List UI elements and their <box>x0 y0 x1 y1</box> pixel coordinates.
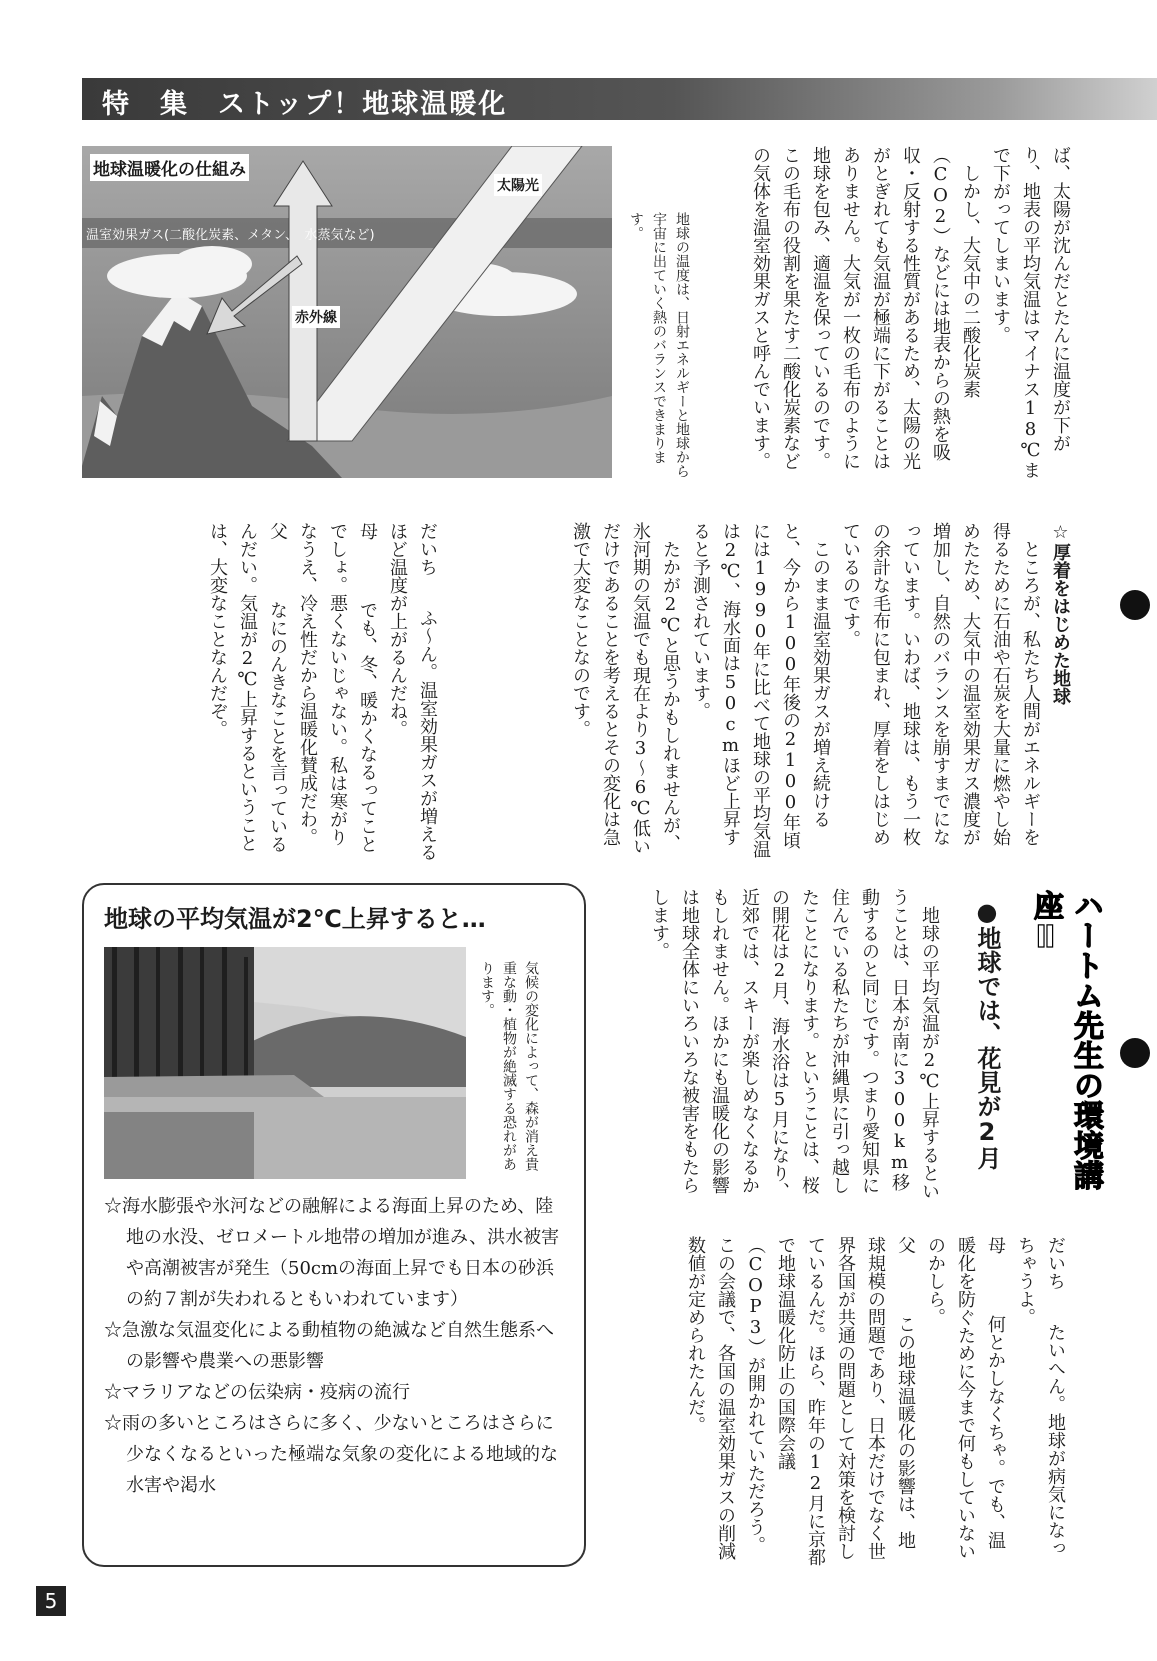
dialog-text: なにのんきなことを言っているんだい。気温が2℃上昇するということは、大変なことなんだぞ。 <box>207 522 288 853</box>
feature-header-bar <box>82 78 1157 120</box>
effects-list <box>104 1191 566 1501</box>
article-mid-paragraph-3: たかが2℃と思うかもしれませんが、氷河期の気温でも現在より3〜6℃低いだけであることを考えるとその変化は急激で大変なことなのです。 <box>570 522 681 855</box>
effect-item: ☆海水膨張や氷河などの融解による海面上昇のため、陸地の水没、ゼロメートル地帯の増加が進み、洪水被害や高潮被害が発生（50cmの海面上昇でも日本の砂浜の約７割が失われるともいわれています） <box>104 1196 560 1310</box>
page-number: 5 <box>36 1586 66 1616</box>
article-top <box>695 146 1075 486</box>
diagram-title: 地球温暖化の仕組み <box>90 154 249 181</box>
speaker-daichi: だいち <box>417 522 438 576</box>
article-mid-heading: ☆厚着をはじめた地球 <box>1050 522 1071 705</box>
dialog-text: ふ〜ん。温室効果ガスが増えるほど温度が上がるんだね。 <box>387 522 438 861</box>
dialog-mid <box>112 522 442 862</box>
dialog-text: でも、冬、暖かくなるってことでしょ。悪くないじゃない。私は寒がりなうえ、冷え性だから温暖化賛成だわ。 <box>297 522 378 853</box>
article-mid-paragraph-2: このまま温室効果ガスが増え続けると、今から100年後の2100年頃には1990年に比べて地球の平均気温は2℃、海水面は50cmほど上昇すると予測されています。 <box>690 522 831 858</box>
forest-lake-photo-graphic <box>104 947 466 1179</box>
diagram-caption: 地球の温度は、日射エネルギーと地球から宇宙に出ていく熱のバランスできまります。 <box>628 212 690 478</box>
dialog-line <box>680 1236 920 1566</box>
binder-hole-mark <box>1120 590 1150 620</box>
article-bottom <box>610 888 944 1204</box>
speaker-mother: 母 <box>985 1236 1006 1254</box>
effects-box <box>82 883 586 1567</box>
effect-item: ☆マラリアなどの伝染病・疫病の流行 <box>104 1382 410 1403</box>
label-infrared: 赤外線 <box>292 306 340 328</box>
effects-box-title: 地球の平均気温が2℃上昇すると… <box>104 905 486 933</box>
article-mid <box>485 522 1075 862</box>
article-bottom-paragraph: 地球の平均気温が2℃上昇するということは、日本が南に300km移動するのと同じです。つまり愛知県に住んでいる私たちが沖縄県に引っ越したことになります。ということは、桜の開花は2月、海水浴は5月になり、近郊では、スキーが楽しめなくなるかもしれません。ほかにも温暖化の影響は地球全体にいろいろな被害をもたらします。 <box>649 888 940 1200</box>
greenhouse-diagram <box>82 146 612 478</box>
dialog-text: この地球温暖化の影響は、地球規模の問題であり、日本だけでなく世界各国が共通の問題として対策を検討しているんだ。ほら、昨年の12月に京都で地球温暖化防止の国際会議（COP3）が開かれていただろう。この会議で、各国の温室効果ガスの削減数値が定められたんだ。 <box>685 1236 916 1566</box>
series-title: ハートム先生の環境講座Ⅱ <box>1028 890 1103 1190</box>
dialog-line <box>382 522 442 862</box>
article-top-paragraph-1: ば、太陽が沈んだとたんに温度が下がり、地表の平均気温はマイナス18℃まで下がってしまいます。 <box>990 146 1071 479</box>
article-top-paragraph-2: しかし、大気中の二酸化炭素（CO2）などには地表からの熱を吸収・反射する性質があるため、太陽の光がとぎれても気温が極端に下がることはありません。大気が一枚の毛布のように地球を包み、適温を保っているのです。この毛布の役割を果たす二酸化炭素などの気体を温室効果ガスと呼んでいます。 <box>750 146 981 470</box>
label-sunlight: 太陽光 <box>494 174 542 196</box>
dialog-text: たいへん。地球が病気になっちゃうよ。 <box>1015 1236 1066 1557</box>
binder-hole-mark <box>1120 1038 1150 1068</box>
photo-caption: 気候の変化によって、森が消え貴重な動・植物が絶滅する恐れがあります。 <box>479 961 539 1171</box>
effect-item: ☆雨の多いところはさらに多く、少ないところはさらに少なくなるといった極端な気象の変化による地域的な水害や渇水 <box>104 1413 558 1496</box>
dialog-text: 何とかしなくちゃ。でも、温暖化を防ぐために今まで何もしていないのかしら。 <box>925 1236 1006 1560</box>
section-subtitle: ●地球では、花見が2月 <box>973 898 1001 1170</box>
dialog-line <box>202 522 292 862</box>
speaker-mother: 母 <box>357 522 378 540</box>
forest-lake-photo <box>104 947 466 1179</box>
article-mid-paragraph-1: ところが、私たち人間がエネルギーを得るために石油や石炭を大量に燃やし始めたため、大気中の温室効果ガス濃度が増加し、自然のバランスを崩すまでになっています。いわば、地球は、もう一枚の余計な毛布に包まれ、厚着をしはじめているのです。 <box>840 522 1041 846</box>
effect-item: ☆急激な気温変化による動植物の絶滅など自然生態系への影響や農業への悪影響 <box>104 1320 554 1372</box>
speaker-father: 父 <box>895 1236 916 1254</box>
feature-title: 特 集 ストップ！地球温暖化 <box>102 89 508 120</box>
label-greenhouse-gas: 温室効果ガス(二酸化炭素、メタン、 水蒸気など) <box>86 228 375 243</box>
speaker-father: 父 <box>267 522 288 540</box>
dialog-line <box>1010 1236 1070 1566</box>
dialog-bottom <box>610 1236 1070 1566</box>
dialog-line <box>920 1236 1010 1566</box>
dialog-line <box>292 522 382 862</box>
speaker-daichi: だいち <box>1045 1236 1066 1290</box>
